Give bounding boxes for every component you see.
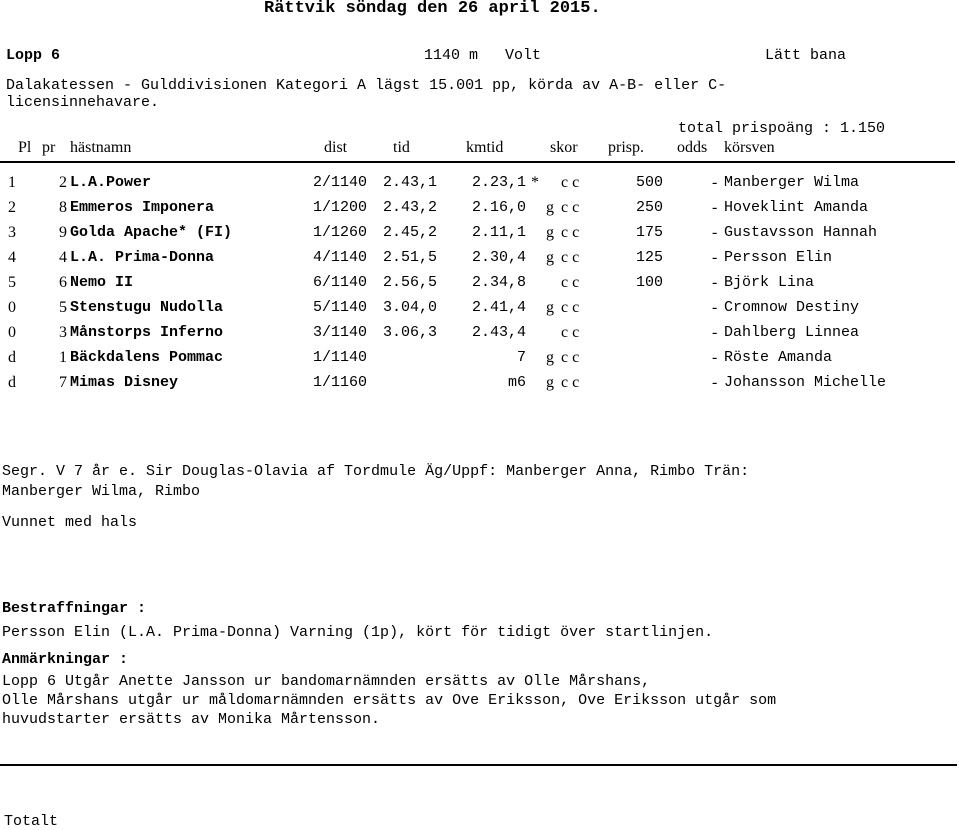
page-title: Rättvik söndag den 26 april 2015.: [264, 0, 601, 18]
race-distance: 1140 m: [424, 47, 479, 64]
row-odds-dash: -: [712, 349, 718, 366]
row-shoes: c c: [561, 299, 580, 316]
row-km-time: 2.41,4: [471, 299, 526, 316]
row-post-position: 2: [59, 174, 67, 191]
row-km-time: 2.43,4: [471, 324, 526, 341]
row-driver: Persson Elin: [724, 249, 833, 266]
row-shoe-g: g: [546, 224, 554, 241]
winner-info-line1: Segr. V 7 år e. Sir Douglas-Olavia af Tordmule Äg/Uppf: Manberger Anna, Rimbo Trän:: [2, 463, 750, 480]
row-shoes: c c: [561, 174, 580, 191]
row-time: 2.56,5: [383, 274, 438, 291]
remarks-line3: huvudstarter ersätts av Monika Mårtensson.: [2, 711, 381, 728]
row-driver: Cromnow Destiny: [724, 299, 860, 316]
row-shoes: c c: [561, 224, 580, 241]
row-horse-name: L.A.Power: [70, 174, 152, 191]
row-prize: 250: [636, 199, 664, 216]
race-label: Lopp 6: [6, 47, 61, 64]
race-description-line2: licensinnehavare.: [6, 94, 160, 111]
row-post-position: 4: [59, 249, 67, 266]
row-shoe-g: g: [546, 299, 554, 316]
row-shoe-g: g: [546, 199, 554, 216]
row-shoes: c c: [561, 374, 580, 391]
row-shoes: c c: [561, 274, 580, 291]
row-placement: 5: [8, 274, 16, 291]
row-odds-dash: -: [712, 324, 718, 341]
row-time: 2.45,2: [383, 224, 438, 241]
row-post-position: 5: [59, 299, 67, 316]
race-description-line1: Dalakatessen - Gulddivisionen Kategori A lägst 15.001 pp, körda av A-B- eller C-: [6, 77, 727, 94]
row-distance: 1/1200: [313, 199, 368, 216]
row-shoe-g: g: [546, 249, 554, 266]
row-shoes: c c: [561, 349, 580, 366]
winning-margin: Vunnet med hals: [2, 514, 138, 531]
header-dist: dist: [324, 139, 348, 156]
header-name: hästnamn: [70, 139, 132, 156]
row-horse-name: L.A. Prima-Donna: [70, 249, 215, 266]
row-km-time: 2.30,4: [471, 249, 526, 266]
remarks-heading: Anmärkningar :: [2, 651, 129, 668]
row-km-time: 2.34,8: [471, 274, 526, 291]
row-odds-dash: -: [712, 224, 718, 241]
row-post-position: 7: [59, 374, 67, 391]
row-shoes: c c: [561, 324, 580, 341]
row-horse-name: Månstorps Inferno: [70, 324, 224, 341]
penalties-heading: Bestraffningar :: [2, 600, 147, 617]
row-placement: 2: [8, 199, 16, 216]
race-start-type: Volt: [505, 47, 542, 64]
row-time: 2.51,5: [383, 249, 438, 266]
row-time: 3.04,0: [383, 299, 438, 316]
row-distance: 3/1140: [313, 324, 368, 341]
row-time: 2.43,1: [383, 174, 438, 191]
row-post-position: 6: [59, 274, 67, 291]
row-odds-dash: -: [712, 299, 718, 316]
row-odds-dash: -: [712, 174, 718, 191]
row-placement: 1: [8, 174, 16, 191]
row-odds-dash: -: [712, 274, 718, 291]
header-driver: körsven: [724, 139, 775, 156]
row-post-position: 8: [59, 199, 67, 216]
row-driver: Johansson Michelle: [724, 374, 887, 391]
row-placement: 4: [8, 249, 16, 266]
header-skor: skor: [550, 139, 578, 156]
row-driver: Dahlberg Linnea: [724, 324, 860, 341]
row-placement: 0: [8, 299, 16, 316]
header-pl: Pl: [18, 139, 32, 156]
row-distance: 2/1140: [313, 174, 368, 191]
row-horse-name: Nemo II: [70, 274, 134, 291]
row-distance: 1/1140: [313, 349, 368, 366]
row-driver: Gustavsson Hannah: [724, 224, 878, 241]
race-track: Lätt bana: [765, 47, 847, 64]
footer-total: Totalt: [4, 813, 59, 830]
total-points: total prispoäng : 1.150: [678, 120, 886, 137]
row-prize: 100: [636, 274, 664, 291]
row-placement: d: [8, 374, 16, 391]
row-time: 2.43,2: [383, 199, 438, 216]
remarks-line2: Olle Mårshans utgår ur måldomarnämnden ersätts av Ove Eriksson, Ove Eriksson utgår som: [2, 692, 777, 709]
row-shoes: c c: [561, 249, 580, 266]
row-distance: 5/1140: [313, 299, 368, 316]
row-horse-name: Bäckdalens Pommac: [70, 349, 224, 366]
row-odds-dash: -: [712, 374, 718, 391]
penalties-text: Persson Elin (L.A. Prima-Donna) Varning (1p), kört för tidigt över startlinjen.: [2, 624, 714, 641]
header-pr: pr: [42, 139, 56, 156]
row-distance: 1/1160: [313, 374, 368, 391]
row-odds-dash: -: [712, 249, 718, 266]
row-time: 3.06,3: [383, 324, 438, 341]
row-post-position: 1: [59, 349, 67, 366]
row-mark: *: [531, 174, 539, 191]
row-placement: 3: [8, 224, 16, 241]
winner-info-line2: Manberger Wilma, Rimbo: [2, 483, 201, 500]
row-horse-name: Mimas Disney: [70, 374, 179, 391]
header-tid: tid: [393, 139, 410, 156]
header-prisp: prisp.: [608, 139, 644, 156]
row-prize: 125: [636, 249, 664, 266]
row-post-position: 9: [59, 224, 67, 241]
row-horse-name: Emmeros Imponera: [70, 199, 215, 216]
header-kmtid: kmtid: [466, 139, 504, 156]
row-horse-name: Golda Apache* (FI): [70, 224, 233, 241]
row-distance: 6/1140: [313, 274, 368, 291]
row-distance: 4/1140: [313, 249, 368, 266]
header-odds: odds: [677, 139, 708, 156]
row-km-time: 7: [516, 349, 526, 366]
row-post-position: 3: [59, 324, 67, 341]
row-placement: 0: [8, 324, 16, 341]
remarks-line1: Lopp 6 Utgår Anette Jansson ur bandomarnämnden ersätts av Olle Mårshans,: [2, 673, 651, 690]
row-shoe-g: g: [546, 349, 554, 366]
row-shoes: c c: [561, 199, 580, 216]
footer-divider: [0, 764, 957, 766]
row-km-time: 2.16,0: [471, 199, 526, 216]
row-distance: 1/1260: [313, 224, 368, 241]
row-placement: d: [8, 349, 16, 366]
row-km-time: 2.23,1: [471, 174, 526, 191]
row-driver: Björk Lina: [724, 274, 815, 291]
row-km-time: 2.11,1: [471, 224, 526, 241]
row-shoe-g: g: [546, 374, 554, 391]
row-driver: Hoveklint Amanda: [724, 199, 869, 216]
row-prize: 175: [636, 224, 664, 241]
row-odds-dash: -: [712, 199, 718, 216]
row-km-time: m6: [507, 374, 526, 391]
row-driver: Röste Amanda: [724, 349, 833, 366]
row-horse-name: Stenstugu Nudolla: [70, 299, 224, 316]
row-prize: 500: [636, 174, 664, 191]
header-divider: [0, 161, 955, 163]
row-driver: Manberger Wilma: [724, 174, 860, 191]
